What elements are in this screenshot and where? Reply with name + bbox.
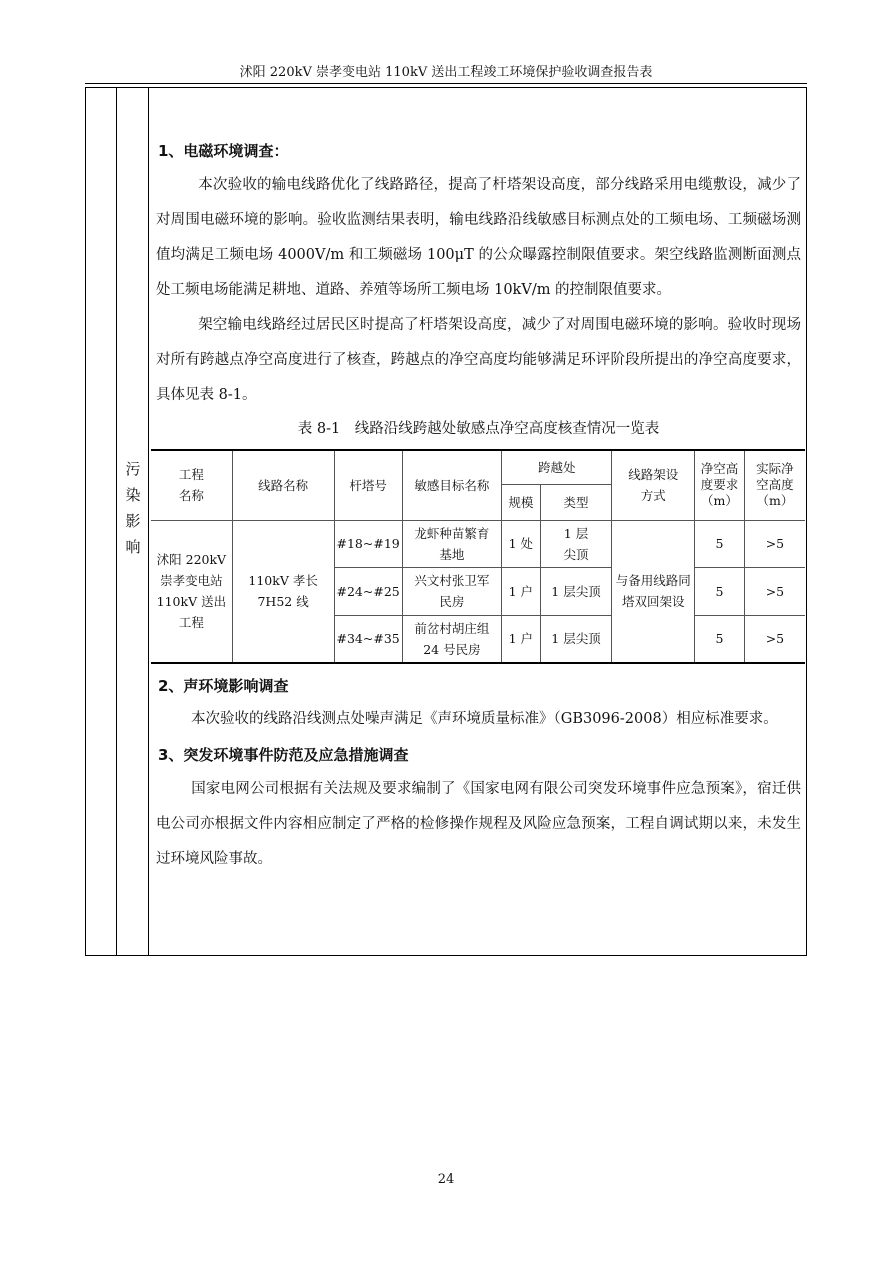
cell-scale: 1 户: [502, 615, 541, 663]
cell-tower: #18~#19: [334, 520, 402, 567]
header-project: 工程 名称: [151, 450, 232, 520]
side-label-char: 响: [125, 538, 141, 556]
cell-line: 110kV 孝长 7H52 线: [232, 520, 334, 663]
cell-target: 兴文村张卫军 民房: [402, 567, 501, 615]
table-caption: 表 8-1 线路沿线跨越处敏感点净空高度核查情况一览表: [297, 421, 660, 437]
header-required: 净空高 度要求 （m）: [695, 450, 745, 520]
cell-actual: >5: [744, 520, 805, 567]
header-method: 线路架设 方式: [612, 450, 695, 520]
cell-actual: >5: [744, 567, 805, 615]
cell-type: 1 层 尖顶: [540, 520, 612, 567]
cell-tower: #24~#25: [334, 567, 402, 615]
report-frame: [85, 87, 807, 956]
cell-target: 前岔村胡庄组 24 号民房: [402, 615, 501, 663]
page-header: 沭阳 220kV 崇孝变电站 110kV 送出工程竣工环境保护验收调查报告表: [239, 65, 653, 80]
frame-column-label: [117, 88, 149, 955]
cell-type: 1 层尖顶: [540, 567, 612, 615]
cell-scale: 1 处: [502, 520, 541, 567]
side-label-char: 影: [125, 512, 141, 530]
cell-scale: 1 户: [502, 567, 541, 615]
cell-tower: #34~#35: [334, 615, 402, 663]
paragraph-electromagnetic-2: 架空输电线路经过居民区时提高了杆塔架设高度，减少了对周围电磁环境的影响。验收时现场对所有跨越点净空高度进行了核查，跨越点的净空高度均能够满足环评阶段所提出的净空高度要求，具体见表 8-1。: [156, 317, 801, 403]
header-type: 类型: [540, 484, 612, 520]
paragraph-emergency: 国家电网公司根据有关法规及要求编制了《国家电网有限公司突发环境事件应急预案》，宿迁供电公司亦根据文件内容相应制定了严格的检修操作规程及风险应急预案，工程自调试期以来，未发生过环境风险事故。: [156, 781, 801, 867]
header-scale: 规模: [502, 484, 541, 520]
page-number: 24: [437, 1172, 455, 1187]
cell-required: 5: [695, 615, 745, 663]
header-tower: 杆塔号: [334, 450, 402, 520]
frame-column-outer: [86, 88, 117, 955]
cell-method: 与备用线路同 塔双回架设: [612, 520, 695, 663]
cell-required: 5: [695, 520, 745, 567]
paragraph-electromagnetic-1: 本次验收的输电线路优化了线路路径，提高了杆塔架设高度，部分线路采用电缆敷设，减少了对周围电磁环境的影响。验收监测结果表明，输电线路沿线敏感目标测点处的工频电场、工频磁场测值均满足工频电场 4000V/m 和工频磁场 100μT 的公众曝露控制限值要求。架空线路监测断面测点处工频电场能满足耕地、道路、养殖等场所工频电场 10kV/m 的控制限值要求。: [156, 177, 801, 298]
cell-project: 沭阳 220kV 崇孝变电站 110kV 送出 工程: [151, 520, 232, 663]
section-heading-electromagnetic: 1、电磁环境调查：: [158, 142, 289, 160]
side-label-char: 污: [125, 460, 141, 478]
section-heading-emergency: 3、突发环境事件防范及应急措施调查: [158, 746, 409, 764]
crossing-table: [151, 449, 805, 664]
header-actual: 实际净 空高度 （m）: [744, 450, 805, 520]
cell-target: 龙虾种苗繁育 基地: [402, 520, 501, 567]
header-line: 线路名称: [232, 450, 334, 520]
side-label-char: 染: [125, 486, 141, 504]
cell-type: 1 层尖顶: [540, 615, 612, 663]
side-label: [117, 456, 149, 560]
header-rule: [85, 83, 807, 84]
cell-required: 5: [695, 567, 745, 615]
paragraph-noise: 本次验收的线路沿线测点处噪声满足《声环境质量标准》（GB3096-2008）相应标准要求。: [191, 711, 778, 727]
section-heading-noise: 2、声环境影响调查: [158, 677, 289, 695]
header-crossing: 跨越处: [502, 450, 612, 484]
header-target: 敏感目标名称: [402, 450, 501, 520]
cell-actual: >5: [744, 615, 805, 663]
